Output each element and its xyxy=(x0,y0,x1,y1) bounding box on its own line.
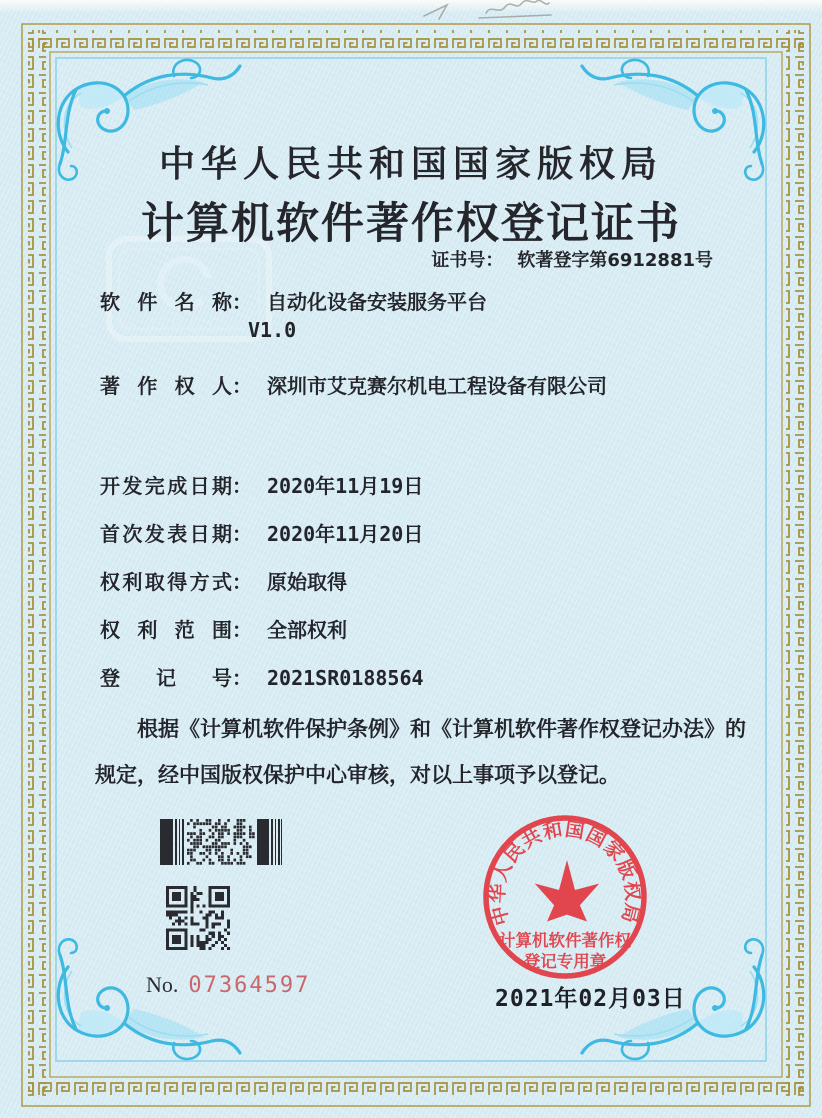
seal-text-line2: 登记专用章 xyxy=(523,952,607,971)
field-value: 2021SR0188564 xyxy=(267,666,424,690)
label-colon: ： xyxy=(232,522,252,546)
label-colon: ： xyxy=(232,618,252,642)
barcode-image xyxy=(160,819,283,865)
field-label: 首次发表日期 xyxy=(100,522,232,546)
field-value: 自动化设备安装服务平台 xyxy=(267,290,487,314)
field-value: 原始取得 xyxy=(267,570,347,594)
field-registration-number xyxy=(100,662,424,691)
serial-prefix: No. xyxy=(146,972,179,997)
field-label: 登记号 xyxy=(100,666,232,690)
field-software-name xyxy=(100,286,487,315)
corner-flourish-bottom-left xyxy=(58,939,240,1059)
label-colon: ： xyxy=(232,290,252,314)
field-label: 权利取得方式 xyxy=(100,570,232,594)
field-value: 2020年11月19日 xyxy=(267,474,424,498)
label-colon: ： xyxy=(232,374,252,398)
certificate-number-label: 证书号： xyxy=(431,250,504,271)
serial-number-line xyxy=(146,972,310,998)
field-label: 著作权人 xyxy=(100,374,232,398)
certificate-number-value: 软著登字第6912881号 xyxy=(517,250,713,271)
serial-number: 07364597 xyxy=(188,973,311,998)
statement-line-2: 规定，经中国版权保护中心审核，对以上事项予以登记。 xyxy=(95,763,620,787)
label-colon: ： xyxy=(232,570,252,594)
field-dev-complete-date xyxy=(100,470,423,499)
qr-code-image xyxy=(166,886,230,950)
field-label: 权利范围 xyxy=(100,618,232,642)
pencil-scribble xyxy=(0,0,822,26)
certificate-number-line xyxy=(431,246,713,272)
field-rights-acquisition xyxy=(100,566,347,595)
label-colon: ： xyxy=(232,666,252,690)
authority-title: 中华人民共和国国家版权局 xyxy=(158,144,663,184)
official-seal xyxy=(478,810,654,986)
label-colon: ： xyxy=(232,474,252,498)
field-value: 深圳市艾克赛尔机电工程设备有限公司 xyxy=(267,374,607,398)
seal-text-line1: 计算机软件著作权 xyxy=(499,931,631,950)
field-rights-scope xyxy=(100,614,347,643)
issue-date: 2021年02月03日 xyxy=(495,986,686,1012)
field-label: 软件名称 xyxy=(100,290,232,314)
field-label: 开发完成日期 xyxy=(100,474,232,498)
seal-star xyxy=(535,860,600,922)
svg-text:CPCC: CPCC xyxy=(151,315,227,335)
software-version: V1.0 xyxy=(248,318,297,342)
field-copyright-owner xyxy=(100,370,607,399)
statement-line-1: 根据《计算机软件保护条例》和《计算机软件著作权登记办法》的 xyxy=(137,717,746,741)
field-first-publish-date xyxy=(100,518,423,547)
certificate-title: 计算机软件著作权登记证书 xyxy=(141,201,681,248)
field-value: 全部权利 xyxy=(267,618,347,642)
seal-ring-text: 中华人民共和国国家版权局 xyxy=(486,818,644,928)
field-value: 2020年11月20日 xyxy=(267,522,424,546)
